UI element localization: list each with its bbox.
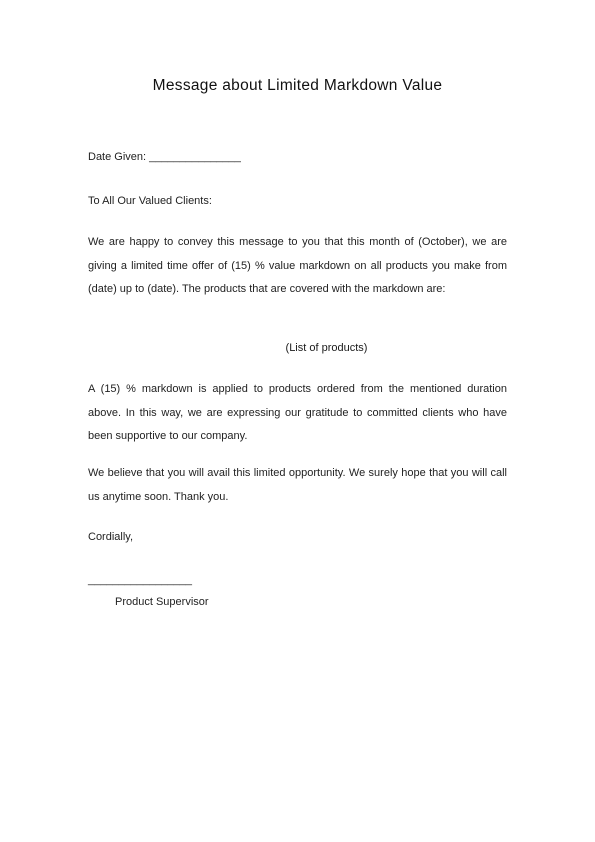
product-list-placeholder: (List of products) — [285, 342, 368, 354]
salutation: To All Our Valued Clients: — [88, 195, 212, 207]
closing-word: Cordially, — [88, 531, 134, 543]
signature-role: Product Supervisor — [115, 596, 209, 608]
date-given-line: Date Given: _______________ — [88, 151, 241, 163]
paragraph-markdown: A (15) % markdown is applied to products ordered from the mentioned duration above. In this way, we are expressing our gratitude to committed clients who have been supportive to our company. — [88, 383, 507, 442]
document-title: Message about Limited Markdown Value — [152, 77, 443, 94]
paragraph-offer: We are happy to convey this message to you that this month of (October), we are giving a limited time offer of (15) % value markdown on all products you make from (date) up to (date). The products that are covered with the markdown are: — [88, 236, 507, 295]
signature-line: _________________ — [88, 574, 193, 586]
paragraph-closing-note: We believe that you will avail this limited opportunity. We surely hope that you will call us anytime soon. Thank you. — [88, 467, 507, 503]
